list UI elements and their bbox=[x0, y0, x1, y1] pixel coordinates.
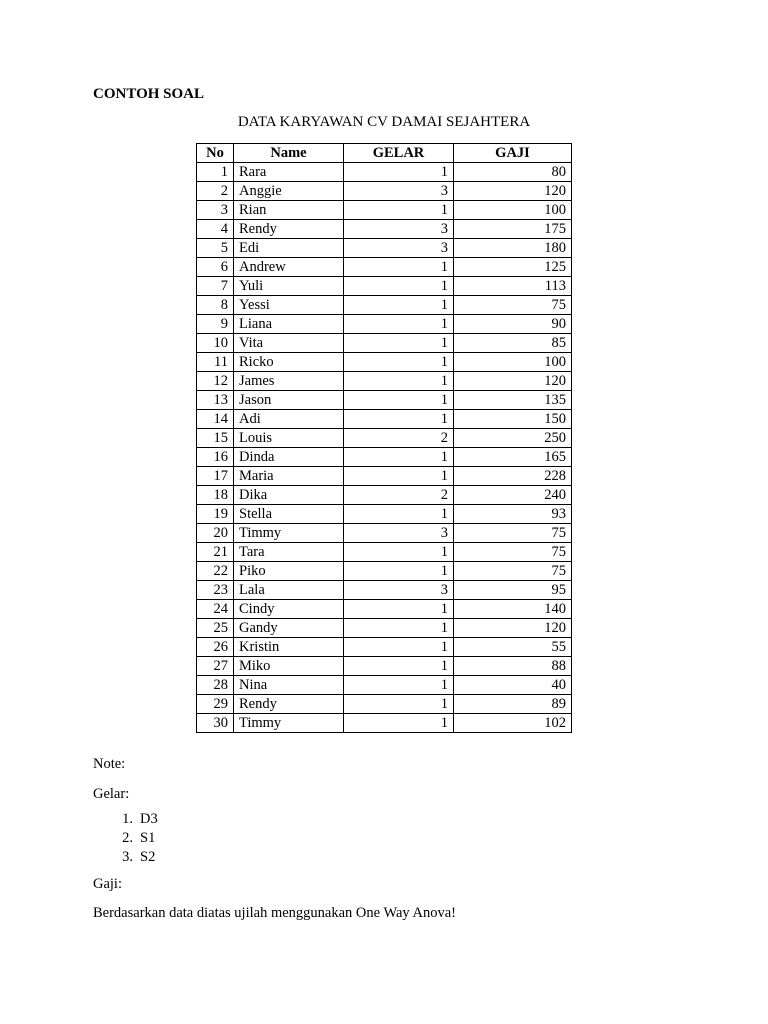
cell-no: 25 bbox=[197, 619, 234, 638]
cell-gelar: 1 bbox=[344, 619, 454, 638]
cell-gelar: 1 bbox=[344, 334, 454, 353]
cell-name: Jason bbox=[234, 391, 344, 410]
cell-gelar: 1 bbox=[344, 676, 454, 695]
table-row bbox=[197, 467, 572, 486]
list-item-label: S2 bbox=[140, 849, 156, 865]
table-row bbox=[197, 676, 572, 695]
cell-gaji: 120 bbox=[454, 182, 572, 201]
table-row bbox=[197, 600, 572, 619]
cell-gaji: 102 bbox=[454, 714, 572, 733]
cell-gaji: 165 bbox=[454, 448, 572, 467]
cell-name: Tara bbox=[234, 543, 344, 562]
cell-name: Miko bbox=[234, 657, 344, 676]
cell-gelar: 3 bbox=[344, 524, 454, 543]
cell-no: 9 bbox=[197, 315, 234, 334]
cell-gaji: 175 bbox=[454, 220, 572, 239]
cell-gaji: 100 bbox=[454, 201, 572, 220]
table-row bbox=[197, 562, 572, 581]
table-row bbox=[197, 714, 572, 733]
table-row bbox=[197, 695, 572, 714]
table-row bbox=[197, 353, 572, 372]
list-item-label: D3 bbox=[140, 811, 158, 827]
cell-name: Nina bbox=[234, 676, 344, 695]
gaji-label: Gaji: bbox=[93, 876, 122, 892]
cell-name: Liana bbox=[234, 315, 344, 334]
cell-gelar: 1 bbox=[344, 258, 454, 277]
cell-no: 4 bbox=[197, 220, 234, 239]
cell-name: Gandy bbox=[234, 619, 344, 638]
cell-gelar: 1 bbox=[344, 296, 454, 315]
list-item-index: 2. bbox=[122, 830, 133, 846]
cell-no: 5 bbox=[197, 239, 234, 258]
cell-no: 24 bbox=[197, 600, 234, 619]
cell-gelar: 1 bbox=[344, 505, 454, 524]
table-row bbox=[197, 315, 572, 334]
cell-gelar: 1 bbox=[344, 467, 454, 486]
cell-gaji: 88 bbox=[454, 657, 572, 676]
table-row bbox=[197, 334, 572, 353]
cell-gelar: 1 bbox=[344, 353, 454, 372]
cell-no: 3 bbox=[197, 201, 234, 220]
cell-no: 14 bbox=[197, 410, 234, 429]
table-row bbox=[197, 296, 572, 315]
cell-gaji: 120 bbox=[454, 372, 572, 391]
cell-gaji: 89 bbox=[454, 695, 572, 714]
cell-gaji: 40 bbox=[454, 676, 572, 695]
cell-no: 13 bbox=[197, 391, 234, 410]
cell-name: Stella bbox=[234, 505, 344, 524]
table-row bbox=[197, 372, 572, 391]
cell-name: Kristin bbox=[234, 638, 344, 657]
cell-name: Cindy bbox=[234, 600, 344, 619]
cell-no: 7 bbox=[197, 277, 234, 296]
table-row bbox=[197, 448, 572, 467]
header-name: Name bbox=[234, 144, 344, 163]
cell-gelar: 1 bbox=[344, 600, 454, 619]
table-row bbox=[197, 486, 572, 505]
header-gelar: GELAR bbox=[344, 144, 454, 163]
cell-no: 28 bbox=[197, 676, 234, 695]
cell-gaji: 80 bbox=[454, 163, 572, 182]
note-label: Note: bbox=[93, 756, 126, 772]
cell-name: Timmy bbox=[234, 524, 344, 543]
cell-no: 16 bbox=[197, 448, 234, 467]
cell-gaji: 180 bbox=[454, 239, 572, 258]
table-row bbox=[197, 657, 572, 676]
cell-gelar: 1 bbox=[344, 372, 454, 391]
cell-gaji: 95 bbox=[454, 581, 572, 600]
table-row bbox=[197, 505, 572, 524]
table-row bbox=[197, 543, 572, 562]
cell-name: Yessi bbox=[234, 296, 344, 315]
list-item-label: S1 bbox=[140, 830, 156, 846]
cell-name: Piko bbox=[234, 562, 344, 581]
cell-no: 29 bbox=[197, 695, 234, 714]
cell-no: 1 bbox=[197, 163, 234, 182]
cell-no: 26 bbox=[197, 638, 234, 657]
cell-no: 12 bbox=[197, 372, 234, 391]
cell-name: Vita bbox=[234, 334, 344, 353]
cell-gaji: 55 bbox=[454, 638, 572, 657]
cell-gelar: 1 bbox=[344, 543, 454, 562]
cell-gelar: 3 bbox=[344, 220, 454, 239]
table-row bbox=[197, 524, 572, 543]
cell-gaji: 250 bbox=[454, 429, 572, 448]
table-header-row bbox=[197, 144, 572, 163]
cell-no: 6 bbox=[197, 258, 234, 277]
cell-name: Maria bbox=[234, 467, 344, 486]
table-row bbox=[197, 391, 572, 410]
cell-name: Rendy bbox=[234, 695, 344, 714]
cell-gelar: 1 bbox=[344, 695, 454, 714]
cell-gelar: 3 bbox=[344, 182, 454, 201]
cell-gelar: 1 bbox=[344, 201, 454, 220]
cell-no: 30 bbox=[197, 714, 234, 733]
table-row bbox=[197, 619, 572, 638]
table-row bbox=[197, 638, 572, 657]
gelar-options-list bbox=[93, 810, 158, 867]
cell-gaji: 75 bbox=[454, 562, 572, 581]
cell-gelar: 1 bbox=[344, 315, 454, 334]
cell-no: 21 bbox=[197, 543, 234, 562]
cell-no: 11 bbox=[197, 353, 234, 372]
cell-gaji: 120 bbox=[454, 619, 572, 638]
cell-gaji: 140 bbox=[454, 600, 572, 619]
table-row bbox=[197, 277, 572, 296]
header-no: No bbox=[197, 144, 234, 163]
cell-gelar: 1 bbox=[344, 277, 454, 296]
cell-gaji: 135 bbox=[454, 391, 572, 410]
cell-no: 20 bbox=[197, 524, 234, 543]
cell-name: Rara bbox=[234, 163, 344, 182]
cell-gelar: 1 bbox=[344, 657, 454, 676]
list-item-index: 1. bbox=[122, 811, 133, 827]
cell-name: Ricko bbox=[234, 353, 344, 372]
cell-name: Dika bbox=[234, 486, 344, 505]
cell-name: Andrew bbox=[234, 258, 344, 277]
cell-no: 22 bbox=[197, 562, 234, 581]
list-item bbox=[93, 829, 158, 848]
cell-no: 23 bbox=[197, 581, 234, 600]
cell-name: Dinda bbox=[234, 448, 344, 467]
cell-gelar: 1 bbox=[344, 410, 454, 429]
cell-gaji: 125 bbox=[454, 258, 572, 277]
table-row bbox=[197, 258, 572, 277]
header-gaji: GAJI bbox=[454, 144, 572, 163]
cell-gaji: 93 bbox=[454, 505, 572, 524]
cell-gelar: 1 bbox=[344, 163, 454, 182]
cell-no: 18 bbox=[197, 486, 234, 505]
cell-gaji: 75 bbox=[454, 524, 572, 543]
cell-gaji: 90 bbox=[454, 315, 572, 334]
cell-name: James bbox=[234, 372, 344, 391]
cell-gelar: 3 bbox=[344, 581, 454, 600]
cell-gelar: 2 bbox=[344, 429, 454, 448]
cell-no: 17 bbox=[197, 467, 234, 486]
cell-name: Anggie bbox=[234, 182, 344, 201]
cell-gaji: 75 bbox=[454, 296, 572, 315]
cell-gelar: 1 bbox=[344, 448, 454, 467]
cell-gaji: 100 bbox=[454, 353, 572, 372]
cell-gaji: 75 bbox=[454, 543, 572, 562]
cell-gelar: 1 bbox=[344, 638, 454, 657]
cell-gelar: 1 bbox=[344, 562, 454, 581]
cell-no: 15 bbox=[197, 429, 234, 448]
cell-name: Edi bbox=[234, 239, 344, 258]
cell-no: 10 bbox=[197, 334, 234, 353]
cell-name: Adi bbox=[234, 410, 344, 429]
cell-name: Rendy bbox=[234, 220, 344, 239]
table-row bbox=[197, 201, 572, 220]
cell-name: Louis bbox=[234, 429, 344, 448]
document-heading: CONTOH SOAL bbox=[93, 86, 204, 102]
cell-gelar: 1 bbox=[344, 391, 454, 410]
cell-no: 19 bbox=[197, 505, 234, 524]
table-row bbox=[197, 581, 572, 600]
cell-no: 27 bbox=[197, 657, 234, 676]
table-row bbox=[197, 182, 572, 201]
table-row bbox=[197, 239, 572, 258]
cell-gelar: 3 bbox=[344, 239, 454, 258]
cell-name: Timmy bbox=[234, 714, 344, 733]
list-item bbox=[93, 848, 158, 867]
table-row bbox=[197, 429, 572, 448]
cell-gelar: 1 bbox=[344, 714, 454, 733]
cell-name: Rian bbox=[234, 201, 344, 220]
cell-gaji: 150 bbox=[454, 410, 572, 429]
list-item-index: 3. bbox=[122, 849, 133, 865]
table-row bbox=[197, 163, 572, 182]
cell-no: 8 bbox=[197, 296, 234, 315]
cell-name: Yuli bbox=[234, 277, 344, 296]
cell-gelar: 2 bbox=[344, 486, 454, 505]
employee-table bbox=[196, 143, 572, 733]
instruction-text: Berdasarkan data diatas ujilah menggunakan One Way Anova! bbox=[93, 905, 456, 921]
cell-gaji: 228 bbox=[454, 467, 572, 486]
table-title: DATA KARYAWAN CV DAMAI SEJAHTERA bbox=[237, 114, 531, 130]
list-item bbox=[93, 810, 158, 829]
cell-name: Lala bbox=[234, 581, 344, 600]
cell-gaji: 240 bbox=[454, 486, 572, 505]
table-row bbox=[197, 410, 572, 429]
cell-no: 2 bbox=[197, 182, 234, 201]
table-row bbox=[197, 220, 572, 239]
cell-gaji: 113 bbox=[454, 277, 572, 296]
gelar-label: Gelar: bbox=[93, 786, 130, 802]
table-body bbox=[197, 163, 572, 733]
cell-gaji: 85 bbox=[454, 334, 572, 353]
